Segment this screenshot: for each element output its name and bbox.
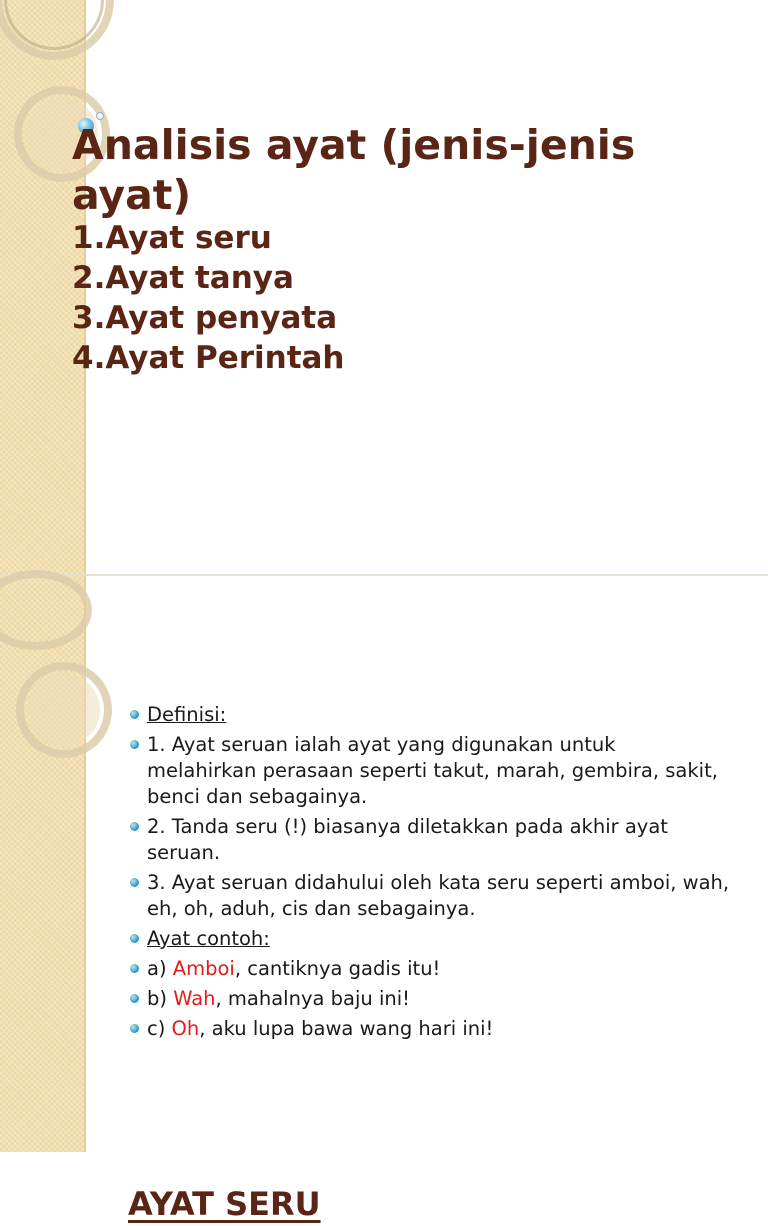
type-list [72,218,345,378]
decorative-disc [28,674,100,746]
list-item: 3. Ayat seruan didahului oleh kata seru seperti amboi, wah, eh, oh, aduh, cis dan sebagainya. [130,870,730,922]
list-item: Definisi: [130,702,730,728]
list-item: 4.Ayat Perintah [72,340,345,376]
bubble-small-icon [96,112,104,120]
list-item: c) Oh, aku lupa bawa wang hari ini! [130,1016,730,1042]
exclamation-word: Amboi [172,957,235,980]
bullet-icon [130,1024,139,1033]
list-item: 3.Ayat penyata [72,300,338,336]
slide-title: Analisis ayat (jenis-jenis ayat) [72,121,636,219]
bullet-icon [130,710,139,719]
exclamation-word: Wah [173,987,216,1010]
list-item: 1. Ayat seruan ialah ayat yang digunakan untuk melahirkan perasaan seperti takut, marah, gembira, sakit, benci dan sebagainya. [130,732,730,810]
bullet-icon [130,878,139,887]
slide-title: AYAT SERU [128,1185,321,1223]
bullet-icon [130,964,139,973]
bullet-icon [130,822,139,831]
list-item: 2.Ayat tanya [72,260,294,296]
stripe-edge [84,576,86,1152]
list-item: 2. Tanda seru (!) biasanya diletakkan pada akhir ayat seruan. [130,814,730,866]
list-item: b) Wah, mahalnya baju ini! [130,986,730,1012]
list-item: 1.Ayat seru [72,220,272,256]
exclamation-word: Oh [171,1017,200,1040]
list-item: a) Amboi, cantiknya gadis itu! [130,956,730,982]
slide-1 [0,0,768,576]
bullet-icon [130,740,139,749]
bullet-list [130,702,730,1046]
list-item: Ayat contoh: [130,926,730,952]
bullet-icon [130,994,139,1003]
bullet-icon [130,934,139,943]
